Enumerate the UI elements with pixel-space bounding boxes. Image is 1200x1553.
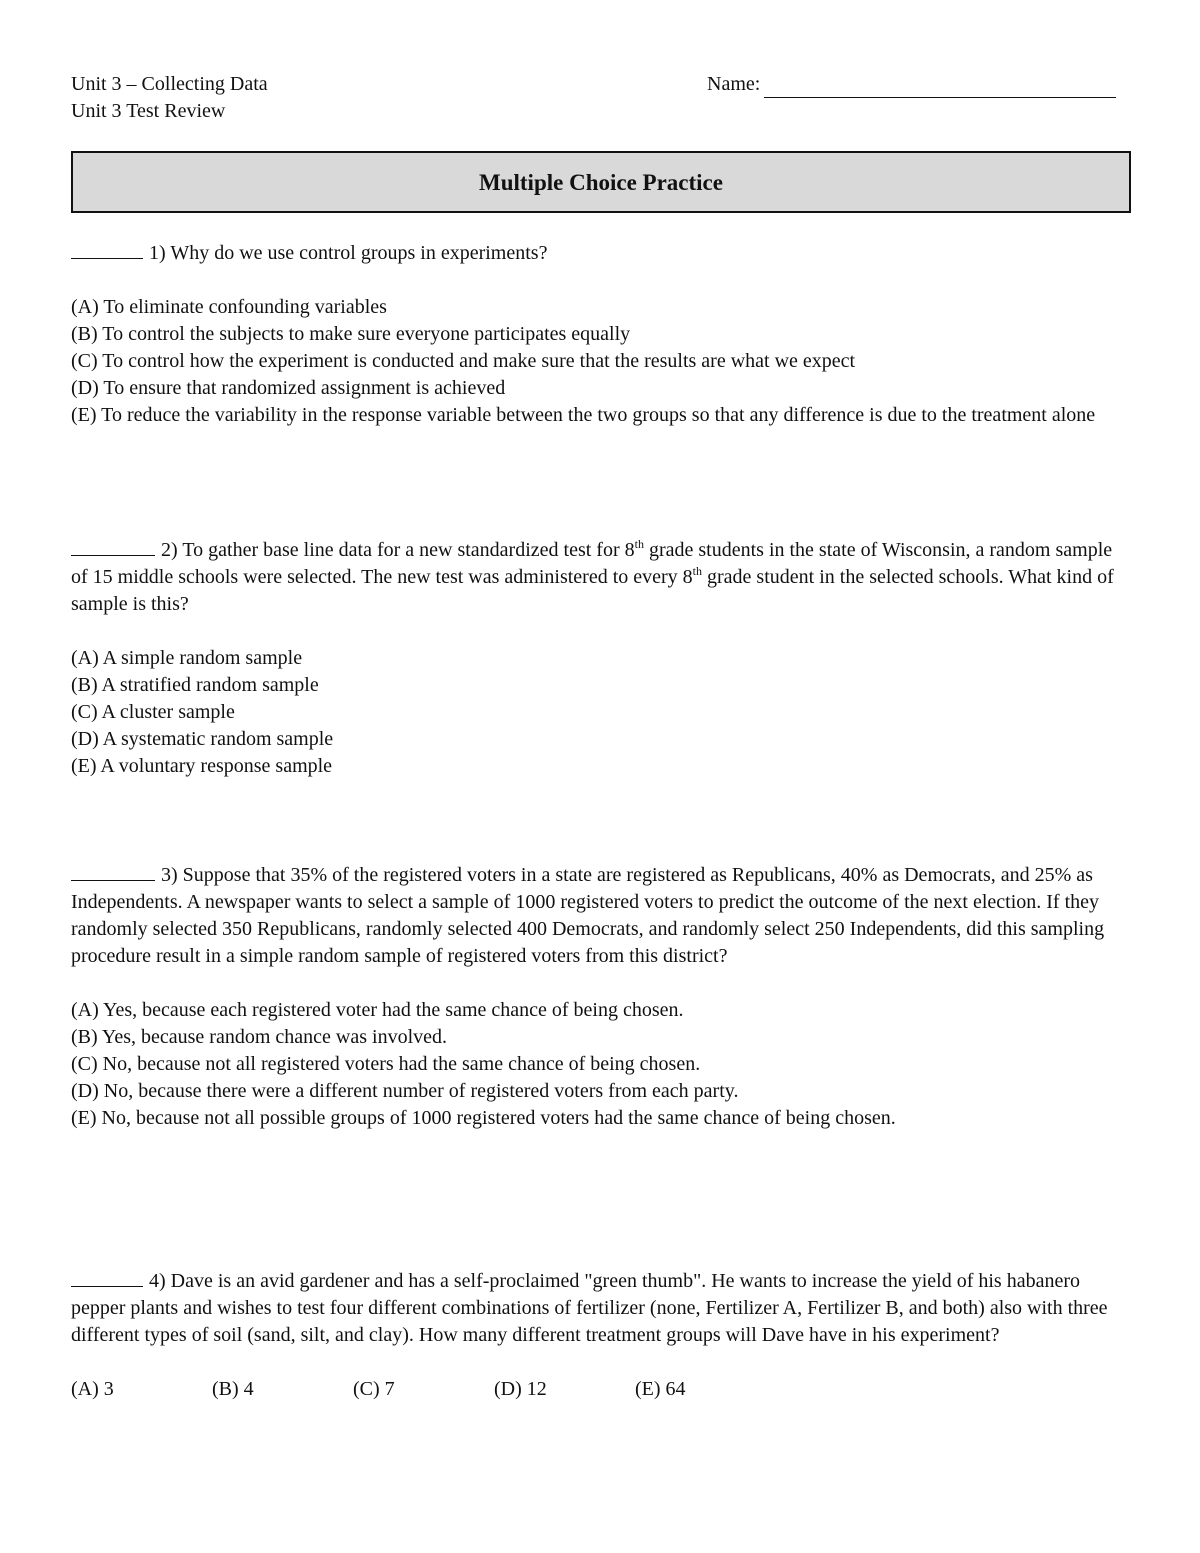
option: (E) 64 <box>635 1378 686 1400</box>
question-number: 1) <box>149 242 166 264</box>
question-2 <box>71 537 1133 780</box>
option: (B) To control the subjects to make sure everyone participates equally <box>71 323 631 345</box>
option: (A) Yes, because each registered voter had the same chance of being chosen. <box>71 999 684 1021</box>
option: (D) A systematic random sample <box>71 728 334 750</box>
question-number: 3) <box>161 864 178 886</box>
option: (B) Yes, because random chance was involved. <box>71 1026 448 1048</box>
superscript-th: th <box>634 537 644 551</box>
question-stem: Dave is an avid gardener and has a self-proclaimed "green thumb". He wants to increase the yield of his habanero pepper plants and wishes to test four different combinations of fertilizer (none, Fertilizer A, Fertilizer B, and both) also with three different types of soil (sand, silt, and clay). How many different treatment groups will Dave have in his experiment? <box>71 1270 1108 1346</box>
question-3 <box>71 862 1133 1132</box>
question-number: 4) <box>149 1270 166 1292</box>
option: (C) No, because not all registered voters had the same chance of being chosen. <box>71 1053 701 1075</box>
option: (C) A cluster sample <box>71 701 235 723</box>
superscript-th: th <box>692 564 703 578</box>
option: (C) To control how the experiment is conducted and make sure that the results are what we expect <box>71 350 856 372</box>
option: (E) To reduce the variability in the response variable between the two groups so that any difference is due to the treatment alone <box>71 404 1096 426</box>
question-1 <box>71 240 1133 429</box>
option: (D) To ensure that randomized assignment is achieved <box>71 377 506 399</box>
name-blank-line[interactable] <box>764 77 1116 98</box>
question-number: 2) <box>161 539 178 561</box>
unit-line: Unit 3 – Collecting Data <box>71 73 268 95</box>
answer-blank[interactable] <box>71 240 143 259</box>
option: (D) No, because there were a different number of registered voters from each party. <box>71 1080 739 1102</box>
option: (E) No, because not all possible groups of 1000 registered voters had the same chance of being chosen. <box>71 1107 896 1129</box>
option: (C) 7 <box>353 1378 395 1400</box>
page-header <box>71 71 1131 125</box>
question-stem: Suppose that 35% of the registered voters in a state are registered as Republicans, 40% as Democrats, and 25% as Independents. A newspaper wants to select a sample of 1000 registered voters to predict the outcome of the next election. If they randomly selected 350 Republicans, randomly selected 400 Democrats, and randomly select 250 Independents, did this sampling procedure result in a simple random sample of registered voters from this district? <box>71 864 1105 967</box>
question-stem-part-a: To gather base line data for a new standardized test for 8 <box>182 539 635 561</box>
option: (B) A stratified random sample <box>71 674 319 696</box>
option: (E) A voluntary response sample <box>71 755 333 777</box>
question-4 <box>71 1268 1133 1403</box>
question-stem-part-c: grade student in the selected schools. What kind of sample is this? <box>71 566 1114 615</box>
answer-blank[interactable] <box>71 1268 143 1287</box>
name-field[interactable] <box>707 71 1116 98</box>
header-left <box>71 71 268 125</box>
name-label: Name: <box>707 73 761 95</box>
option: (B) 4 <box>212 1378 254 1400</box>
question-stem: Why do we use control groups in experiments? <box>170 242 548 264</box>
section-title: Multiple Choice Practice <box>71 151 1131 213</box>
option: (A) A simple random sample <box>71 647 303 669</box>
answer-blank[interactable] <box>71 862 155 881</box>
answer-blank[interactable] <box>71 537 155 556</box>
review-line: Unit 3 Test Review <box>71 100 226 122</box>
option: (A) To eliminate confounding variables <box>71 296 387 318</box>
option: (D) 12 <box>494 1378 547 1400</box>
option: (A) 3 <box>71 1378 114 1400</box>
question-stem-part-b: grade students in the state of Wisconsin, a random sample of 15 middle schools were selected. The new test was administered to every 8 <box>71 539 1113 588</box>
